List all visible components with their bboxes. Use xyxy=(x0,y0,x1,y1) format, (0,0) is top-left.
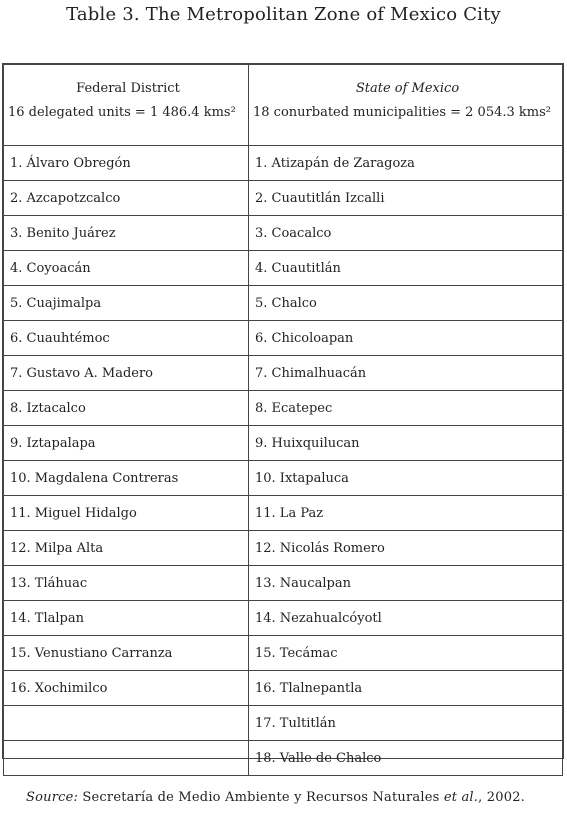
table-row xyxy=(4,251,563,286)
table-cell: 2. Cuautitlán Izcalli xyxy=(249,181,563,216)
table-cell-empty xyxy=(4,706,249,741)
table-row xyxy=(4,321,563,356)
table-cell: 2. Azcapotzcalco xyxy=(4,181,249,216)
table-cell: 11. La Paz xyxy=(249,496,563,531)
table-cell: 14. Tlalpan xyxy=(4,601,249,636)
table-cell: 7. Gustavo A. Madero xyxy=(4,356,249,391)
source-label: Source: xyxy=(26,790,79,805)
table-cell: 8. Iztacalco xyxy=(4,391,249,426)
table-cell: 12. Nicolás Romero xyxy=(249,531,563,566)
source-note xyxy=(26,790,525,805)
table-row xyxy=(4,706,563,741)
table-cell: 13. Naucalpan xyxy=(249,566,563,601)
table-cell: 5. Chalco xyxy=(249,286,563,321)
table-cell: 8. Ecatepec xyxy=(249,391,563,426)
table-cell: 9. Iztapalapa xyxy=(4,426,249,461)
table-cell: 14. Nezahualcóyotl xyxy=(249,601,563,636)
table-cell: 4. Cuautitlán xyxy=(249,251,563,286)
header-federal-district xyxy=(4,65,249,146)
table-cell: 5. Cuajimalpa xyxy=(4,286,249,321)
table-row xyxy=(4,391,563,426)
table-cell: 9. Huixquilucan xyxy=(249,426,563,461)
table-cell: 6. Cuauhtémoc xyxy=(4,321,249,356)
header-desc-federal-district: 16 delegated units = 1 486.4 kms² xyxy=(8,105,236,120)
source-year: , 2002. xyxy=(478,790,526,805)
table-cell: 7. Chimalhuacán xyxy=(249,356,563,391)
table-cell: 4. Coyoacán xyxy=(4,251,249,286)
table-row xyxy=(4,496,563,531)
table-cell: 15. Tecámac xyxy=(249,636,563,671)
table-cell-empty xyxy=(4,741,249,776)
municipalities-table xyxy=(2,63,564,766)
table-cell: 6. Chicoloapan xyxy=(249,321,563,356)
source-text: Secretaría de Medio Ambiente y Recursos Naturales xyxy=(82,790,440,805)
table-cell: 16. Xochimilco xyxy=(4,671,249,706)
table-row xyxy=(4,601,563,636)
table-cell: 17. Tultitlán xyxy=(249,706,563,741)
table-row xyxy=(4,146,563,181)
table-cell: 18. Valle de Chalco xyxy=(249,741,563,776)
header-desc-state-of-mexico: 18 conurbated municipalities = 2 054.3 kms² xyxy=(253,105,551,120)
table-row xyxy=(4,216,563,251)
table-row xyxy=(4,671,563,706)
header-title-state-of-mexico: State of Mexico xyxy=(355,81,460,96)
table-row xyxy=(4,356,563,391)
header-title-federal-district: Federal District xyxy=(76,81,180,96)
table-row xyxy=(4,531,563,566)
table-row xyxy=(4,461,563,496)
source-etal: et al. xyxy=(443,790,479,805)
table-row xyxy=(4,426,563,461)
table-header-row xyxy=(4,65,563,146)
table-row xyxy=(4,636,563,671)
table-cell: 3. Benito Juárez xyxy=(4,216,249,251)
table-row xyxy=(4,741,563,776)
table-cell: 10. Magdalena Contreras xyxy=(4,461,249,496)
table-row xyxy=(4,181,563,216)
header-state-of-mexico xyxy=(249,65,563,146)
table-cell: 11. Miguel Hidalgo xyxy=(4,496,249,531)
table-cell: 12. Milpa Alta xyxy=(4,531,249,566)
table-cell: 3. Coacalco xyxy=(249,216,563,251)
table-cell: 10. Ixtapaluca xyxy=(249,461,563,496)
table-cell: 16. Tlalnepantla xyxy=(249,671,563,706)
table-row xyxy=(4,286,563,321)
table-cell: 15. Venustiano Carranza xyxy=(4,636,249,671)
table-cell: 13. Tláhuac xyxy=(4,566,249,601)
table-row xyxy=(4,566,563,601)
table-cell: 1. Álvaro Obregón xyxy=(4,146,249,181)
table-title: Table 3. The Metropolitan Zone of Mexico City xyxy=(66,4,501,25)
table-cell: 1. Atizapán de Zaragoza xyxy=(249,146,563,181)
